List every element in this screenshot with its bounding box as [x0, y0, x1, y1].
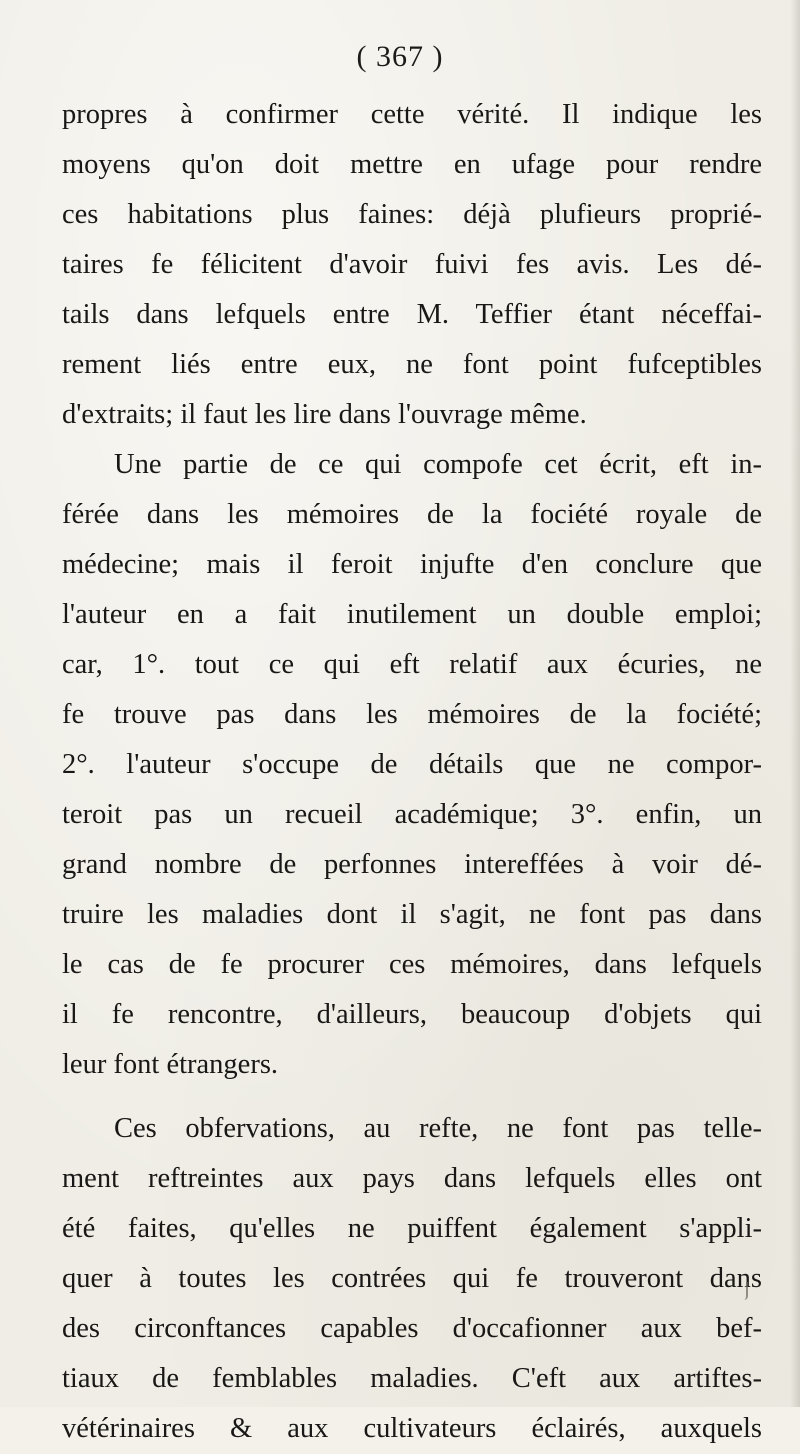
text-line: Ces obfervations, au refte, ne font pas telle- — [114, 1113, 762, 1144]
page-edge-shadow — [790, 0, 800, 1407]
text-line: leur font étrangers. — [62, 1049, 279, 1080]
text-line: grand nombre de perfonnes intereffées à voir dé- — [62, 849, 762, 880]
text-line: Une partie de ce qui compofe cet écrit, eft in- — [114, 449, 762, 480]
paragraph-2 — [62, 440, 762, 1090]
text-line: teroit pas un recueil académique; 3°. enfin, un — [62, 799, 762, 830]
text-line: vétérinaires & aux cultivateurs éclairés, auxquels — [62, 1413, 762, 1444]
text-line: férée dans les mémoires de la fociété royale de — [62, 499, 762, 530]
paragraph-gap — [62, 1090, 762, 1104]
text-line: il fe rencontre, d'ailleurs, beaucoup d'objets qui — [62, 999, 762, 1030]
text-line: le cas de fe procurer ces mémoires, dans lefquels — [62, 949, 762, 980]
text-line: propres à confirmer cette vérité. Il indique les — [62, 99, 762, 130]
text-line: été faites, qu'elles ne puiffent également s'appli- — [62, 1213, 762, 1244]
text-line: moyens qu'on doit mettre en ufage pour rendre — [62, 149, 762, 180]
page-number: ( 367 ) — [356, 40, 444, 73]
text-line: quer à toutes les contrées qui fe trouveront dans — [62, 1263, 762, 1294]
text-line: tails dans lefquels entre M. Teffier étant néceffai- — [62, 299, 762, 330]
text-line: car, 1°. tout ce qui eft relatif aux écuries, ne — [62, 649, 762, 680]
text-line: tiaux de femblables maladies. C'eft aux artiftes- — [62, 1363, 762, 1394]
text-line: l'auteur en a fait inutilement un double emploi; — [62, 599, 762, 630]
text-line: truire les maladies dont il s'agit, ne font pas dans — [62, 899, 762, 930]
ink-mark — [743, 1282, 748, 1300]
text-line: fe trouve pas dans les mémoires de la fociété; — [62, 699, 762, 730]
text-line: des circonftances capables d'occafionner aux bef- — [62, 1313, 762, 1344]
text-line: médecine; mais il feroit injufte d'en conclure que — [62, 549, 762, 580]
text-line: rement liés entre eux, ne font point fufceptibles — [62, 349, 762, 380]
text-line: ment reftreintes aux pays dans lefquels elles ont — [62, 1163, 762, 1194]
paragraph-3 — [62, 1104, 762, 1454]
text-line: 2°. l'auteur s'occupe de détails que ne compor- — [62, 749, 762, 780]
text-line: taires fe félicitent d'avoir fuivi fes avis. Les dé- — [62, 249, 762, 280]
text-line: ces habitations plus faines: déjà plufieurs proprié- — [62, 199, 762, 230]
paragraph-1 — [62, 90, 762, 440]
body-text — [62, 90, 762, 1454]
text-line: d'extraits; il faut les lire dans l'ouvrage même. — [62, 399, 587, 430]
